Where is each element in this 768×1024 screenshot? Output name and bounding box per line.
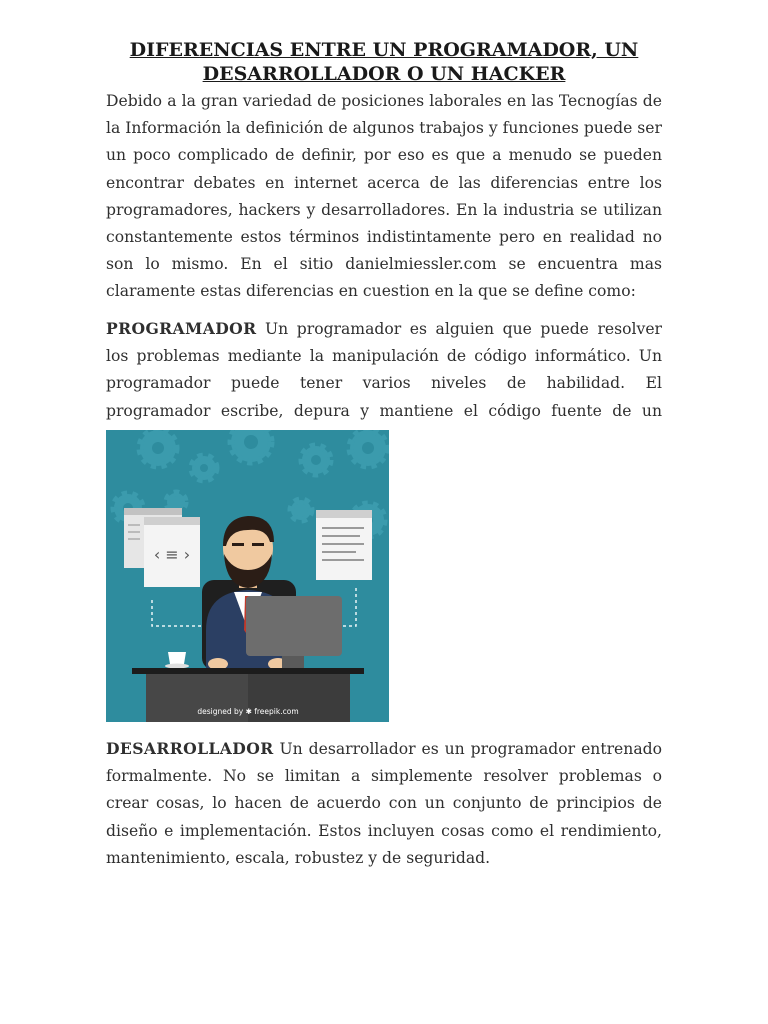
programador-definition: Un programador es alguien que puede resolver los problemas mediante la manipulación de código informático. Un programador puede tener varios niveles de habilidad. El programador escribe, depura y mantiene el código fuente de un <box>106 320 662 420</box>
intro-paragraph: Debido a la gran variedad de posiciones laborales en las Tecnogías de la Información la definición de algunos trabajos y funciones puede ser un poco complicado de definir, por eso es que a menudo se pueden encontrar debates en internet acerca de las diferencias entre los programadores, hackers y desarrolladores. En la industria se utilizan constantemente estos términos indistintamente pero en realidad no son lo mismo. En el sitio danielmiessler.com se encuentra mas claramente estas diferencias en cuestion en la que se define como: <box>106 92 662 301</box>
desarrollador-term: DESARROLLADOR <box>106 739 274 758</box>
desarrollador-paragraph <box>106 735 662 872</box>
document-title: DIFERENCIAS ENTRE UN PROGRAMADOR, UN DESARROLLADOR O UN HACKER <box>129 39 639 85</box>
programador-term: PROGRAMADOR <box>106 319 257 338</box>
svg-text:‹ ≡ ›: ‹ ≡ › <box>153 545 191 564</box>
freepik-credit: designed by ✱ freepik.com <box>197 707 299 716</box>
desarrollador-definition: Un desarrollador es un programador entrenado formalmente. No se limitan a simplemente resolver problemas o crear cosas, lo hacen de acuerdo con un conjunto de principios de diseño e implementación. Estos incluyen cosas como el rendimiento, mantenimiento, escala, robustez y de seguridad. <box>106 740 662 867</box>
programmer-illustration <box>106 430 389 722</box>
